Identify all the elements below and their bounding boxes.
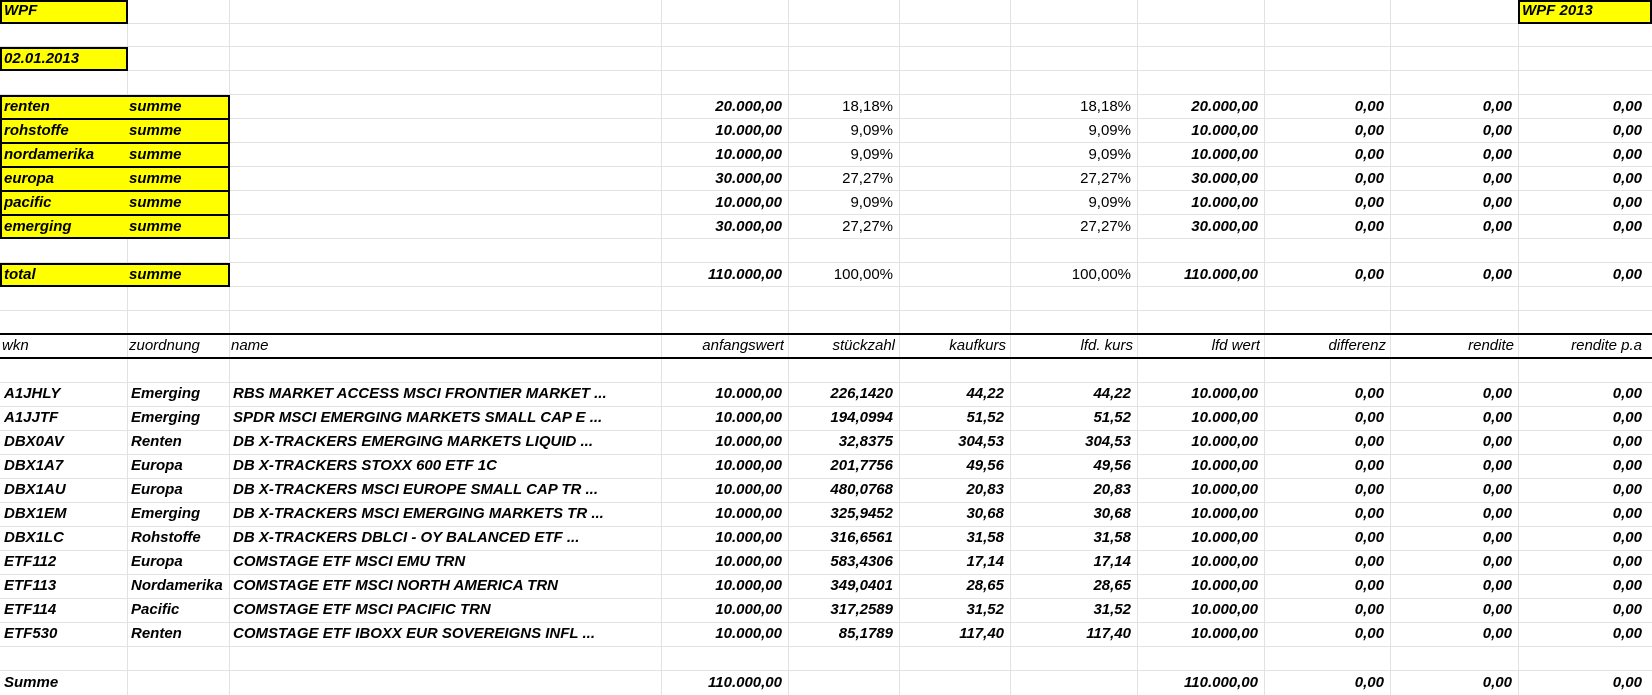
holding-stueckzahl[interactable]: 480,0768 bbox=[830, 481, 893, 498]
holding-name[interactable]: COMSTAGE ETF MSCI NORTH AMERICA TRN bbox=[233, 577, 558, 594]
holding-lfd-wert[interactable]: 10.000,00 bbox=[1191, 577, 1258, 594]
col-header-kaufkurs[interactable]: kaufkurs bbox=[949, 337, 1006, 354]
summary-row-name[interactable]: rohstoffe bbox=[4, 122, 69, 139]
summary-row-rendite-pa[interactable]: 0,00 bbox=[1612, 194, 1642, 211]
summary-row-rendite-pa[interactable]: 0,00 bbox=[1612, 218, 1642, 235]
summary-row-percent-current[interactable]: 18,18% bbox=[1080, 98, 1131, 115]
summary-row-percent[interactable]: 27,27% bbox=[842, 218, 893, 235]
holding-lfd-wert[interactable]: 10.000,00 bbox=[1191, 385, 1258, 402]
holding-kaufkurs[interactable]: 30,68 bbox=[966, 505, 1004, 522]
holding-kaufkurs[interactable]: 51,52 bbox=[966, 409, 1004, 426]
holding-lfd-wert[interactable]: 10.000,00 bbox=[1191, 625, 1258, 642]
holding-lfd-wert[interactable]: 10.000,00 bbox=[1191, 433, 1258, 450]
holding-rendite[interactable]: 0,00 bbox=[1482, 385, 1512, 402]
summary-row-differenz[interactable]: 0,00 bbox=[1354, 170, 1384, 187]
summary-row-name[interactable]: europa bbox=[4, 170, 55, 187]
summary-row-percent-current[interactable]: 9,09% bbox=[1088, 122, 1131, 139]
holding-rendite-pa[interactable]: 0,00 bbox=[1612, 385, 1642, 402]
col-header-wkn[interactable]: wkn bbox=[2, 337, 29, 354]
col-header-rendite-pa[interactable]: rendite p.a bbox=[1571, 337, 1642, 354]
holding-kaufkurs[interactable]: 44,22 bbox=[966, 385, 1004, 402]
summary-row-name[interactable]: renten bbox=[4, 98, 50, 115]
summary-total-label[interactable]: summe bbox=[129, 266, 182, 283]
holding-stueckzahl[interactable]: 226,1420 bbox=[830, 385, 893, 402]
holding-anfangswert[interactable]: 10.000,00 bbox=[715, 433, 782, 450]
grid-row-line bbox=[0, 70, 1652, 71]
holding-anfangswert[interactable]: 10.000,00 bbox=[715, 601, 782, 618]
holding-zuordnung[interactable]: Emerging bbox=[131, 385, 201, 402]
holding-anfangswert[interactable]: 10.000,00 bbox=[715, 481, 782, 498]
holding-anfangswert[interactable]: 10.000,00 bbox=[715, 505, 782, 522]
holding-zuordnung[interactable]: Emerging bbox=[131, 505, 201, 522]
col-header-anfangswert[interactable]: anfangswert bbox=[702, 337, 784, 354]
holding-rendite-pa[interactable]: 0,00 bbox=[1612, 457, 1642, 474]
summary-row-anfangswert[interactable]: 10.000,00 bbox=[715, 122, 782, 139]
summary-total-rendite[interactable]: 0,00 bbox=[1482, 266, 1512, 283]
holding-rendite[interactable]: 0,00 bbox=[1482, 433, 1512, 450]
summary-row-lfd-wert[interactable]: 30.000,00 bbox=[1191, 170, 1258, 187]
summary-row-rendite-pa[interactable]: 0,00 bbox=[1612, 146, 1642, 163]
summary-total-anfangswert[interactable]: 110.000,00 bbox=[708, 266, 782, 283]
holding-lfd-kurs[interactable]: 30,68 bbox=[1093, 505, 1131, 522]
summary-row-rendite-pa[interactable]: 0,00 bbox=[1612, 98, 1642, 115]
holding-kaufkurs[interactable]: 49,56 bbox=[966, 457, 1004, 474]
holding-stueckzahl[interactable]: 583,4306 bbox=[830, 553, 893, 570]
holding-zuordnung[interactable]: Nordamerika bbox=[131, 577, 223, 594]
holding-differenz[interactable]: 0,00 bbox=[1354, 505, 1384, 522]
holding-rendite[interactable]: 0,00 bbox=[1482, 553, 1512, 570]
holding-rendite[interactable]: 0,00 bbox=[1482, 529, 1512, 546]
footer-anfangswert[interactable]: 110.000,00 bbox=[708, 674, 782, 691]
holding-name[interactable]: DB X-TRACKERS MSCI EMERGING MARKETS TR ... bbox=[233, 505, 604, 522]
holding-rendite-pa[interactable]: 0,00 bbox=[1612, 625, 1642, 642]
col-header-rendite[interactable]: rendite bbox=[1468, 337, 1514, 354]
col-header-lfd-wert[interactable]: lfd wert bbox=[1211, 337, 1260, 354]
summary-row-label[interactable]: summe bbox=[129, 218, 182, 235]
sheet-date[interactable]: 02.01.2013 bbox=[4, 50, 80, 67]
summary-row-lfd-wert[interactable]: 30.000,00 bbox=[1191, 218, 1258, 235]
grid-row-line bbox=[0, 310, 1652, 311]
holding-anfangswert[interactable]: 10.000,00 bbox=[715, 385, 782, 402]
footer-label[interactable]: Summe bbox=[4, 674, 59, 691]
summary-row-label[interactable]: summe bbox=[129, 98, 182, 115]
summary-total-name[interactable]: total bbox=[4, 266, 36, 283]
footer-rendite[interactable]: 0,00 bbox=[1482, 674, 1512, 691]
holding-stueckzahl[interactable]: 194,0994 bbox=[830, 409, 893, 426]
holding-wkn[interactable]: ETF530 bbox=[4, 625, 58, 642]
summary-row-differenz[interactable]: 0,00 bbox=[1354, 122, 1384, 139]
holding-rendite-pa[interactable]: 0,00 bbox=[1612, 577, 1642, 594]
summary-row-label[interactable]: summe bbox=[129, 146, 182, 163]
holding-name[interactable]: DB X-TRACKERS DBLCI - OY BALANCED ETF ... bbox=[233, 529, 580, 546]
summary-row-rendite[interactable]: 0,00 bbox=[1482, 122, 1512, 139]
holding-rendite-pa[interactable]: 0,00 bbox=[1612, 601, 1642, 618]
summary-row-name[interactable]: nordamerika bbox=[4, 146, 95, 163]
holding-lfd-kurs[interactable]: 117,40 bbox=[1086, 625, 1131, 642]
holding-rendite-pa[interactable]: 0,00 bbox=[1612, 433, 1642, 450]
summary-row-percent[interactable]: 9,09% bbox=[850, 194, 893, 211]
holding-name[interactable]: DB X-TRACKERS STOXX 600 ETF 1C bbox=[233, 457, 497, 474]
grid-row-line bbox=[0, 646, 1652, 647]
holding-lfd-wert[interactable]: 10.000,00 bbox=[1191, 529, 1258, 546]
footer-lfd-wert[interactable]: 110.000,00 bbox=[1184, 674, 1258, 691]
col-header-name[interactable]: name bbox=[231, 337, 269, 354]
grid-row-line bbox=[0, 23, 1652, 24]
holding-differenz[interactable]: 0,00 bbox=[1354, 385, 1384, 402]
holding-lfd-kurs[interactable]: 20,83 bbox=[1093, 481, 1131, 498]
holding-differenz[interactable]: 0,00 bbox=[1354, 433, 1384, 450]
holding-kaufkurs[interactable]: 31,52 bbox=[966, 601, 1004, 618]
summary-row-anfangswert[interactable]: 30.000,00 bbox=[715, 170, 782, 187]
holding-rendite[interactable]: 0,00 bbox=[1482, 601, 1512, 618]
summary-total-percent-current[interactable]: 100,00% bbox=[1071, 266, 1131, 283]
holding-lfd-kurs[interactable]: 31,52 bbox=[1093, 601, 1131, 618]
summary-row-rendite[interactable]: 0,00 bbox=[1482, 194, 1512, 211]
holding-differenz[interactable]: 0,00 bbox=[1354, 553, 1384, 570]
holding-lfd-kurs[interactable]: 51,52 bbox=[1093, 409, 1131, 426]
holding-kaufkurs[interactable]: 20,83 bbox=[966, 481, 1004, 498]
holding-zuordnung[interactable]: Europa bbox=[131, 457, 183, 474]
summary-row-rendite[interactable]: 0,00 bbox=[1482, 218, 1512, 235]
holding-zuordnung[interactable]: Pacific bbox=[131, 601, 180, 618]
holding-rendite[interactable]: 0,00 bbox=[1482, 457, 1512, 474]
holding-name[interactable]: DB X-TRACKERS MSCI EUROPE SMALL CAP TR ... bbox=[233, 481, 599, 498]
summary-row-percent-current[interactable]: 27,27% bbox=[1080, 218, 1131, 235]
holding-rendite[interactable]: 0,00 bbox=[1482, 577, 1512, 594]
summary-row-label[interactable]: summe bbox=[129, 194, 182, 211]
holding-anfangswert[interactable]: 10.000,00 bbox=[715, 625, 782, 642]
holding-lfd-wert[interactable]: 10.000,00 bbox=[1191, 505, 1258, 522]
holding-zuordnung[interactable]: Emerging bbox=[131, 409, 201, 426]
holding-name[interactable]: COMSTAGE ETF MSCI PACIFIC TRN bbox=[233, 601, 491, 618]
holding-name[interactable]: DB X-TRACKERS EMERGING MARKETS LIQUID ... bbox=[233, 433, 594, 450]
summary-row-lfd-wert[interactable]: 20.000,00 bbox=[1191, 98, 1258, 115]
holding-differenz[interactable]: 0,00 bbox=[1354, 577, 1384, 594]
holding-lfd-wert[interactable]: 10.000,00 bbox=[1191, 601, 1258, 618]
holding-differenz[interactable]: 0,00 bbox=[1354, 529, 1384, 546]
holding-anfangswert[interactable]: 10.000,00 bbox=[715, 457, 782, 474]
holding-differenz[interactable]: 0,00 bbox=[1354, 601, 1384, 618]
holding-rendite-pa[interactable]: 0,00 bbox=[1612, 481, 1642, 498]
holding-rendite[interactable]: 0,00 bbox=[1482, 481, 1512, 498]
summary-row-rendite-pa[interactable]: 0,00 bbox=[1612, 170, 1642, 187]
holding-kaufkurs[interactable]: 28,65 bbox=[966, 577, 1004, 594]
holding-lfd-kurs[interactable]: 17,14 bbox=[1093, 553, 1131, 570]
holding-lfd-kurs[interactable]: 304,53 bbox=[1085, 433, 1131, 450]
footer-rendite-pa[interactable]: 0,00 bbox=[1612, 674, 1642, 691]
holding-differenz[interactable]: 0,00 bbox=[1354, 481, 1384, 498]
summary-row-percent[interactable]: 27,27% bbox=[842, 170, 893, 187]
holding-zuordnung[interactable]: Europa bbox=[131, 481, 183, 498]
holding-lfd-kurs[interactable]: 31,58 bbox=[1093, 529, 1131, 546]
summary-total-rendite-pa[interactable]: 0,00 bbox=[1612, 266, 1642, 283]
holding-kaufkurs[interactable]: 31,58 bbox=[966, 529, 1004, 546]
holding-rendite[interactable]: 0,00 bbox=[1482, 505, 1512, 522]
holding-wkn[interactable]: DBX1AU bbox=[4, 481, 66, 498]
holding-kaufkurs[interactable]: 304,53 bbox=[958, 433, 1004, 450]
holding-anfangswert[interactable]: 10.000,00 bbox=[715, 529, 782, 546]
holding-rendite-pa[interactable]: 0,00 bbox=[1612, 529, 1642, 546]
summary-row-differenz[interactable]: 0,00 bbox=[1354, 146, 1384, 163]
summary-row-name[interactable]: emerging bbox=[4, 218, 72, 235]
holding-differenz[interactable]: 0,00 bbox=[1354, 409, 1384, 426]
holding-lfd-wert[interactable]: 10.000,00 bbox=[1191, 409, 1258, 426]
holding-wkn[interactable]: A1JJTF bbox=[4, 409, 59, 426]
summary-row-percent-current[interactable]: 27,27% bbox=[1080, 170, 1131, 187]
summary-row-rendite[interactable]: 0,00 bbox=[1482, 170, 1512, 187]
holding-lfd-kurs[interactable]: 28,65 bbox=[1093, 577, 1131, 594]
holding-rendite[interactable]: 0,00 bbox=[1482, 409, 1512, 426]
summary-total-lfd-wert[interactable]: 110.000,00 bbox=[1184, 266, 1258, 283]
col-header-stueckzahl[interactable]: stückzahl bbox=[832, 337, 895, 354]
summary-row-lfd-wert[interactable]: 10.000,00 bbox=[1191, 146, 1258, 163]
holding-zuordnung[interactable]: Renten bbox=[131, 433, 182, 450]
holding-lfd-wert[interactable]: 10.000,00 bbox=[1191, 481, 1258, 498]
sheet-right-title[interactable]: WPF 2013 bbox=[1522, 2, 1593, 19]
holding-wkn[interactable]: DBX1LC bbox=[4, 529, 65, 546]
holding-wkn[interactable]: ETF113 bbox=[4, 577, 57, 594]
holding-name[interactable]: COMSTAGE ETF MSCI EMU TRN bbox=[233, 553, 466, 570]
holding-rendite-pa[interactable]: 0,00 bbox=[1612, 409, 1642, 426]
summary-row-percent[interactable]: 9,09% bbox=[850, 146, 893, 163]
sheet-title[interactable]: WPF bbox=[4, 2, 38, 19]
summary-row-percent[interactable]: 18,18% bbox=[842, 98, 893, 115]
summary-row-differenz[interactable]: 0,00 bbox=[1354, 194, 1384, 211]
holding-differenz[interactable]: 0,00 bbox=[1354, 625, 1384, 642]
summary-row-lfd-wert[interactable]: 10.000,00 bbox=[1191, 122, 1258, 139]
holding-stueckzahl[interactable]: 349,0401 bbox=[830, 577, 893, 594]
holding-wkn[interactable]: DBX1EM bbox=[4, 505, 67, 522]
summary-total-percent[interactable]: 100,00% bbox=[833, 266, 893, 283]
holding-stueckzahl[interactable]: 317,2589 bbox=[830, 601, 893, 618]
summary-row-percent-current[interactable]: 9,09% bbox=[1088, 194, 1131, 211]
holding-differenz[interactable]: 0,00 bbox=[1354, 457, 1384, 474]
summary-row-rendite-pa[interactable]: 0,00 bbox=[1612, 122, 1642, 139]
holding-wkn[interactable]: DBX1A7 bbox=[4, 457, 64, 474]
summary-row-anfangswert[interactable]: 10.000,00 bbox=[715, 194, 782, 211]
holding-wkn[interactable]: ETF114 bbox=[4, 601, 57, 618]
holding-zuordnung[interactable]: Renten bbox=[131, 625, 182, 642]
holding-lfd-wert[interactable]: 10.000,00 bbox=[1191, 553, 1258, 570]
holding-rendite-pa[interactable]: 0,00 bbox=[1612, 505, 1642, 522]
holding-rendite[interactable]: 0,00 bbox=[1482, 625, 1512, 642]
summary-row-anfangswert[interactable]: 30.000,00 bbox=[715, 218, 782, 235]
holding-stueckzahl[interactable]: 85,1789 bbox=[838, 625, 893, 642]
holding-wkn[interactable]: DBX0AV bbox=[4, 433, 64, 450]
summary-row-label[interactable]: summe bbox=[129, 170, 182, 187]
summary-row-percent-current[interactable]: 9,09% bbox=[1088, 146, 1131, 163]
holding-lfd-kurs[interactable]: 49,56 bbox=[1093, 457, 1131, 474]
col-header-differenz[interactable]: differenz bbox=[1328, 337, 1386, 354]
holding-wkn[interactable]: A1JHLY bbox=[4, 385, 61, 402]
holding-zuordnung[interactable]: Rohstoffe bbox=[131, 529, 201, 546]
summary-row-anfangswert[interactable]: 10.000,00 bbox=[715, 146, 782, 163]
holding-rendite-pa[interactable]: 0,00 bbox=[1612, 553, 1642, 570]
summary-row-percent[interactable]: 9,09% bbox=[850, 122, 893, 139]
summary-row-differenz[interactable]: 0,00 bbox=[1354, 98, 1384, 115]
holding-anfangswert[interactable]: 10.000,00 bbox=[715, 409, 782, 426]
holding-name[interactable]: COMSTAGE ETF IBOXX EUR SOVEREIGNS INFL ... bbox=[233, 625, 595, 642]
holding-wkn[interactable]: ETF112 bbox=[4, 553, 57, 570]
col-header-lfd-kurs[interactable]: lfd. kurs bbox=[1080, 337, 1133, 354]
holding-kaufkurs[interactable]: 17,14 bbox=[966, 553, 1004, 570]
summary-row-rendite[interactable]: 0,00 bbox=[1482, 98, 1512, 115]
holding-lfd-kurs[interactable]: 44,22 bbox=[1093, 385, 1131, 402]
summary-row-lfd-wert[interactable]: 10.000,00 bbox=[1191, 194, 1258, 211]
holding-anfangswert[interactable]: 10.000,00 bbox=[715, 577, 782, 594]
summary-row-rendite[interactable]: 0,00 bbox=[1482, 146, 1512, 163]
grid-row-line bbox=[0, 46, 1652, 47]
holding-kaufkurs[interactable]: 117,40 bbox=[959, 625, 1004, 642]
holding-name[interactable]: RBS MARKET ACCESS MSCI FRONTIER MARKET ... bbox=[233, 385, 607, 402]
holding-zuordnung[interactable]: Europa bbox=[131, 553, 183, 570]
summary-row-anfangswert[interactable]: 20.000,00 bbox=[715, 98, 782, 115]
holding-stueckzahl[interactable]: 325,9452 bbox=[830, 505, 893, 522]
holding-stueckzahl[interactable]: 316,6561 bbox=[830, 529, 893, 546]
summary-row-differenz[interactable]: 0,00 bbox=[1354, 218, 1384, 235]
summary-total-differenz[interactable]: 0,00 bbox=[1354, 266, 1384, 283]
col-header-zuordnung[interactable]: zuordnung bbox=[129, 337, 200, 354]
holding-lfd-wert[interactable]: 10.000,00 bbox=[1191, 457, 1258, 474]
holding-name[interactable]: SPDR MSCI EMERGING MARKETS SMALL CAP E ... bbox=[233, 409, 603, 426]
holding-stueckzahl[interactable]: 32,8375 bbox=[838, 433, 893, 450]
holding-anfangswert[interactable]: 10.000,00 bbox=[715, 553, 782, 570]
summary-row-label[interactable]: summe bbox=[129, 122, 182, 139]
holding-stueckzahl[interactable]: 201,7756 bbox=[830, 457, 893, 474]
footer-differenz[interactable]: 0,00 bbox=[1354, 674, 1384, 691]
summary-row-name[interactable]: pacific bbox=[4, 194, 52, 211]
